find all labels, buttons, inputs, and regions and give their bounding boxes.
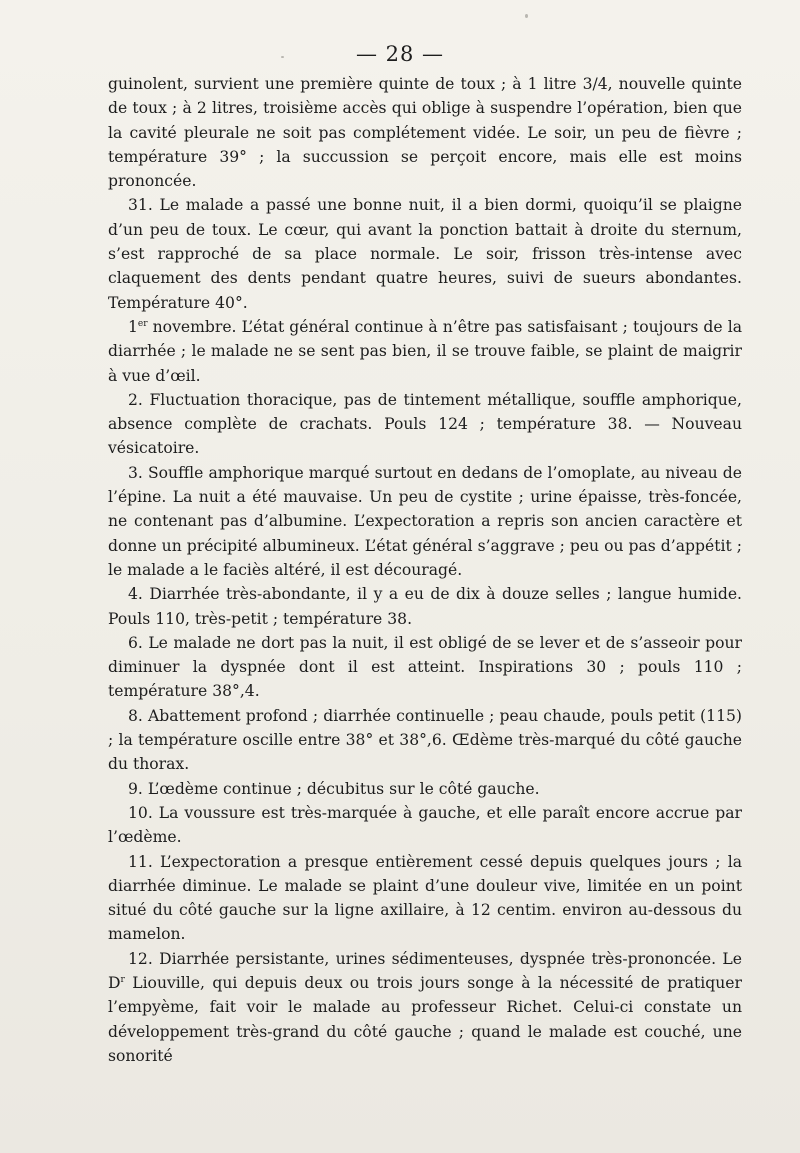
paragraph-12-superscript: r [120, 974, 125, 985]
page-number: — 28 — [355, 42, 445, 66]
paragraph-4: 2. Fluctuation thoracique, pas de tintement métallique, souffle amphorique, absence complète de crachats. Pouls 124 ; température 38. — Nouveau vésicatoire. [108, 390, 742, 458]
paragraph-7: 6. Le malade ne dort pas la nuit, il est obligé de se lever et de s’asseoir pour diminuer la dyspnée dont il est atteint. Inspirations 30 ; pouls 110 ; température 38°,4. [108, 633, 742, 701]
print-speck [281, 56, 284, 58]
paragraph-12-text: Liouville, qui depuis deux ou trois jours songe à la nécessité de pratiquer l’empyème, fait voir le malade au professeur Richet. Celui-ci constate un développement très-grand du côté gauche ; quand le malade est couché, une sonorité [108, 973, 742, 1065]
print-speck [525, 14, 528, 18]
paragraph-5: 3. Souffle amphorique marqué surtout en dedans de l’omoplate, au niveau de l’épine. La nuit a été mauvaise. Un peu de cystite ; urine épaisse, très-foncée, ne contenant pas d’albumine. L’expectoration a repris son ancien caractère et donne un précipité albumineux. L’état général s’aggrave ; peu ou pas d’appétit ; le malade a le faciès altéré, il est découragé. [108, 463, 742, 579]
paragraph-3-day: 1 [128, 317, 138, 336]
paragraph-2: 31. Le malade a passé une bonne nuit, il a bien dormi, quoiqu’il se plaigne d’un peu de toux. Le cœur, qui avant la ponction battait à droite du sternum, s’est rapproché de sa place normale. Le soir, frisson très-intense avec claquement des dents pendant quatre heures, suivi de sueurs abondantes. Température 40°. [108, 196, 742, 312]
paragraph-3-text: novembre. L’état général continue à n’être pas satisfaisant ; toujours de la diarrhée ; le malade ne se sent pas bien, il se trouve faible, se plaint de maigrir à vue d’œil. [108, 317, 742, 385]
paragraph-9: 9. L’œdème continue ; décubitus sur le côté gauche. [128, 779, 540, 798]
paragraph-10: 10. La voussure est très-marquée à gauche, et elle paraît encore accrue par l’œdème. [108, 803, 742, 847]
paragraph-1: guinolent, survient une première quinte de toux ; à 1 litre 3/4, nouvelle quinte de toux ; à 2 litres, troisième accès qui oblige à suspendre l’opération, bien que la cavité pleurale ne soit pas complétement vidée. Le soir, un peu de fièvre ; température 39° ; la succussion se perçoit encore, mais elle est moins prononcée. [108, 75, 742, 191]
paragraph-3 [108, 315, 742, 388]
page-body [108, 72, 742, 1068]
paragraph-6: 4. Diarrhée très-abondante, il y a eu de dix à douze selles ; langue humide. Pouls 110, très-petit ; température 38. [108, 585, 742, 628]
paragraph-3-superscript: er [137, 318, 148, 329]
paragraph-12-lead: 12. Diarrhée persistante, urines sédimenteuses, dyspnée très-prononcée. Le D [108, 949, 742, 992]
paragraph-11: 11. L’expectoration a presque entièrement cessé depuis quelques jours ; la diarrhée diminue. Le malade se plaint d’une douleur vive, limitée en un point situé du côté gauche sur la ligne axillaire, à 12 centim. environ au-dessous du mamelon. [108, 852, 742, 944]
paragraph-12 [108, 947, 742, 1068]
paragraph-8: 8. Abattement profond ; diarrhée continuelle ; peau chaude, pouls petit (115) ; la température oscille entre 38° et 38°,6. Œdème très-marqué du côté gauche du thorax. [108, 706, 742, 774]
